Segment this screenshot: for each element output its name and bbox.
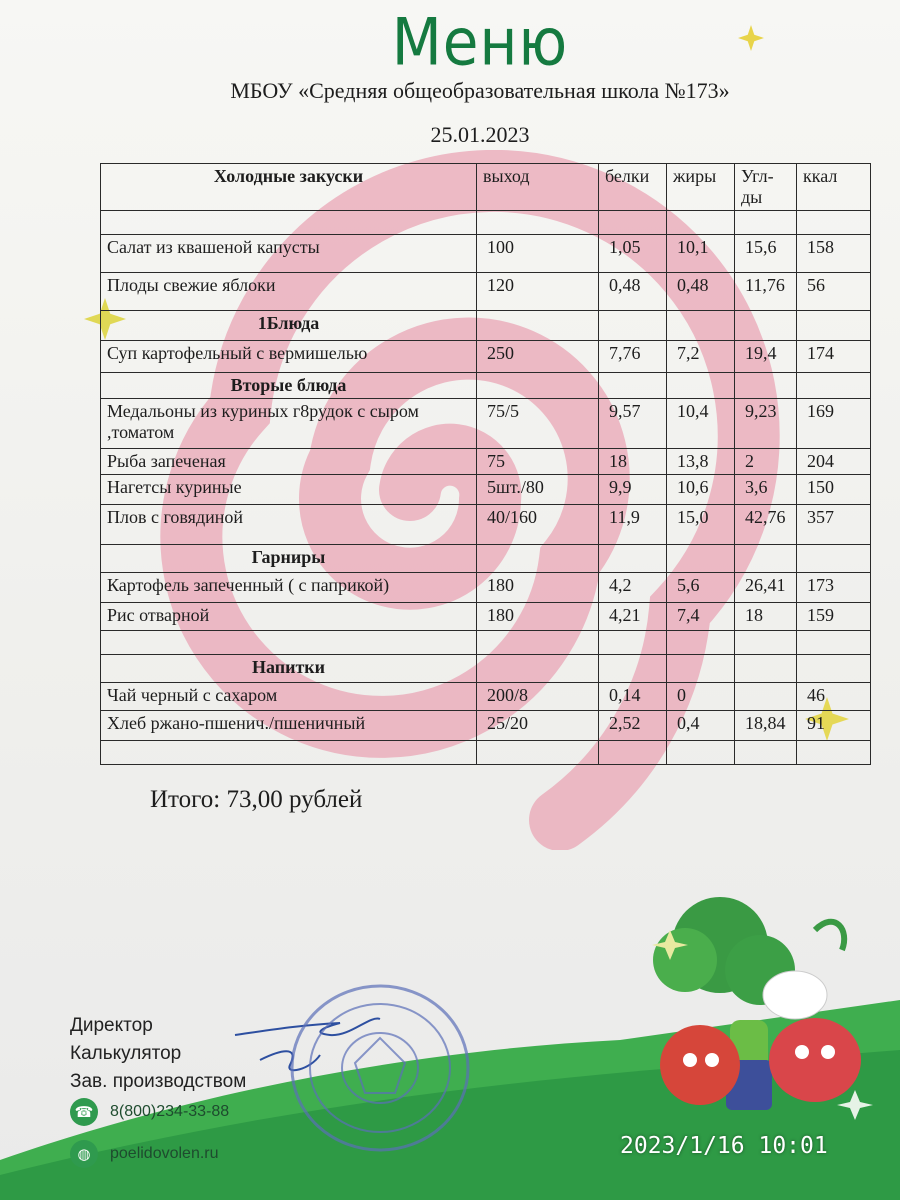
empty-cell: [599, 655, 667, 683]
calculator-label: Калькулятор: [70, 1043, 182, 1064]
nutrition-value: 46: [797, 683, 871, 711]
empty-cell: [599, 741, 667, 765]
nutrition-value: 174: [797, 341, 871, 373]
empty-cell: [667, 631, 735, 655]
empty-cell: [599, 631, 667, 655]
nutrition-value: 9,9: [599, 475, 667, 505]
table-row-empty: [101, 211, 871, 235]
dish-name: Рыба запеченая: [101, 449, 477, 475]
empty-cell: [477, 373, 599, 399]
nutrition-value: 11,76: [735, 273, 797, 311]
nutrition-value: 4,2: [599, 573, 667, 603]
official-stamp: [285, 978, 475, 1158]
vegetable-mascots-illustration: [580, 890, 880, 1150]
dish-name: Плоды свежие яблоки: [101, 273, 477, 311]
empty-cell: [667, 655, 735, 683]
menu-table: [100, 163, 871, 765]
dish-name: Картофель запеченный ( с паприкой): [101, 573, 477, 603]
nutrition-value: 1,05: [599, 235, 667, 273]
nutrition-value: 357: [797, 505, 871, 545]
empty-cell: [735, 655, 797, 683]
nutrition-value: 159: [797, 603, 871, 631]
nutrition-value: 56: [797, 273, 871, 311]
table-row: [101, 341, 871, 373]
nutrition-value: 19,4: [735, 341, 797, 373]
empty-cell: [667, 741, 735, 765]
nutrition-value: 25/20: [477, 711, 599, 741]
empty-cell: [101, 741, 477, 765]
nutrition-value: 3,6: [735, 475, 797, 505]
total-price: Итого: 73,00 рублей: [150, 786, 363, 813]
empty-cell: [797, 311, 871, 341]
nutrition-value: 26,41: [735, 573, 797, 603]
empty-cell: [667, 545, 735, 573]
nutrition-value: 204: [797, 449, 871, 475]
nutrition-value: 180: [477, 603, 599, 631]
dish-name: Салат из квашеной капусты: [101, 235, 477, 273]
nutrition-value: 40/160: [477, 505, 599, 545]
nutrition-value: 250: [477, 341, 599, 373]
school-name: МБОУ «Средняя общеобразовательная школа №173»: [230, 78, 730, 103]
nutrition-value: 0,14: [599, 683, 667, 711]
empty-cell: [599, 311, 667, 341]
column-header: белки: [599, 164, 667, 211]
table-row-empty: [101, 631, 871, 655]
nutrition-value: 5,6: [667, 573, 735, 603]
column-header: выход: [477, 164, 599, 211]
empty-cell: [797, 545, 871, 573]
dish-name: Плов с говядиной: [101, 505, 477, 545]
photo-timestamp: 2023/1/16 10:01: [620, 1133, 828, 1159]
nutrition-value: 13,8: [667, 449, 735, 475]
nutrition-value: 15,6: [735, 235, 797, 273]
nutrition-value: 10,4: [667, 399, 735, 449]
table-row: [101, 573, 871, 603]
nutrition-value: 9,57: [599, 399, 667, 449]
signature-block: [70, 1012, 246, 1096]
table-row: [101, 683, 871, 711]
column-header: Угл-ды: [735, 164, 797, 211]
phone-number: 8(800)234-33-88: [110, 1103, 230, 1120]
sparkle-icon: [738, 25, 764, 51]
dish-name: Суп картофельный с вермишелью: [101, 341, 477, 373]
globe-icon: ◍: [70, 1140, 98, 1168]
empty-cell: [797, 631, 871, 655]
empty-cell: [735, 631, 797, 655]
nutrition-value: 173: [797, 573, 871, 603]
nutrition-value: 91: [797, 711, 871, 741]
section-title: Гарниры: [101, 545, 477, 573]
empty-cell: [735, 311, 797, 341]
nutrition-value: 0,4: [667, 711, 735, 741]
dish-name: Нагетсы куриные: [101, 475, 477, 505]
website-contact: [70, 1140, 219, 1168]
table-row: [101, 399, 871, 449]
nutrition-value: 18: [735, 603, 797, 631]
empty-cell: [735, 373, 797, 399]
nutrition-value: 75/5: [477, 399, 599, 449]
empty-cell: [101, 631, 477, 655]
empty-cell: [797, 741, 871, 765]
empty-cell: [797, 373, 871, 399]
page-title: Меню: [391, 3, 569, 81]
empty-cell: [477, 311, 599, 341]
section-title: 1Блюда: [101, 311, 477, 341]
dish-name: Хлеб ржано-пшенич./пшеничный: [101, 711, 477, 741]
menu-date: 25.01.2023: [430, 122, 530, 147]
nutrition-value: 10,6: [667, 475, 735, 505]
nutrition-value: 0: [667, 683, 735, 711]
phone-contact: [70, 1098, 229, 1126]
nutrition-value: 2,52: [599, 711, 667, 741]
phone-icon: ☎: [70, 1098, 98, 1126]
nutrition-value: 0,48: [667, 273, 735, 311]
empty-cell: [797, 655, 871, 683]
nutrition-value: 5шт./80: [477, 475, 599, 505]
table-row: [101, 505, 871, 545]
dish-name: Рис отварной: [101, 603, 477, 631]
empty-cell: [599, 373, 667, 399]
nutrition-value: 18,84: [735, 711, 797, 741]
website-url: poelidovolen.ru: [110, 1145, 219, 1162]
nutrition-value: 75: [477, 449, 599, 475]
nutrition-value: 10,1: [667, 235, 735, 273]
section-title: Напитки: [101, 655, 477, 683]
nutrition-value: 42,76: [735, 505, 797, 545]
section-row: [101, 311, 871, 341]
section-row: [101, 545, 871, 573]
nutrition-value: 150: [797, 475, 871, 505]
nutrition-value: 7,76: [599, 341, 667, 373]
table-row: [101, 449, 871, 475]
nutrition-value: 158: [797, 235, 871, 273]
nutrition-value: 120: [477, 273, 599, 311]
column-header: Холодные закуски: [101, 164, 477, 211]
empty-cell: [667, 373, 735, 399]
empty-cell: [599, 545, 667, 573]
nutrition-value: 15,0: [667, 505, 735, 545]
nutrition-value: 11,9: [599, 505, 667, 545]
nutrition-value: 9,23: [735, 399, 797, 449]
table-header-row: [101, 164, 871, 211]
director-label: Директор: [70, 1015, 153, 1036]
table-row: [101, 273, 871, 311]
nutrition-value: 2: [735, 449, 797, 475]
empty-cell: [735, 741, 797, 765]
empty-cell: [477, 655, 599, 683]
production-head-label: Зав. производством: [70, 1071, 247, 1092]
table-row: [101, 475, 871, 505]
column-header: жиры: [667, 164, 735, 211]
empty-cell: [477, 631, 599, 655]
table-row: [101, 235, 871, 273]
table-row-empty: [101, 741, 871, 765]
nutrition-value: 100: [477, 235, 599, 273]
nutrition-value: 0,48: [599, 273, 667, 311]
section-row: [101, 373, 871, 399]
empty-cell: [477, 741, 599, 765]
nutrition-value: 200/8: [477, 683, 599, 711]
table-row: [101, 711, 871, 741]
nutrition-value: 169: [797, 399, 871, 449]
nutrition-value: 180: [477, 573, 599, 603]
nutrition-value: 7,2: [667, 341, 735, 373]
empty-cell: [477, 545, 599, 573]
section-title: Вторые блюда: [101, 373, 477, 399]
nutrition-value: [735, 683, 797, 711]
empty-cell: [667, 311, 735, 341]
dish-name: Медальоны из куриных г8рудок с сыром ,томатом: [101, 399, 477, 449]
empty-cell: [735, 545, 797, 573]
nutrition-value: 7,4: [667, 603, 735, 631]
table-row: [101, 603, 871, 631]
nutrition-value: 4,21: [599, 603, 667, 631]
dish-name: Чай черный с сахаром: [101, 683, 477, 711]
column-header: ккал: [797, 164, 871, 211]
section-row: [101, 655, 871, 683]
nutrition-value: 18: [599, 449, 667, 475]
